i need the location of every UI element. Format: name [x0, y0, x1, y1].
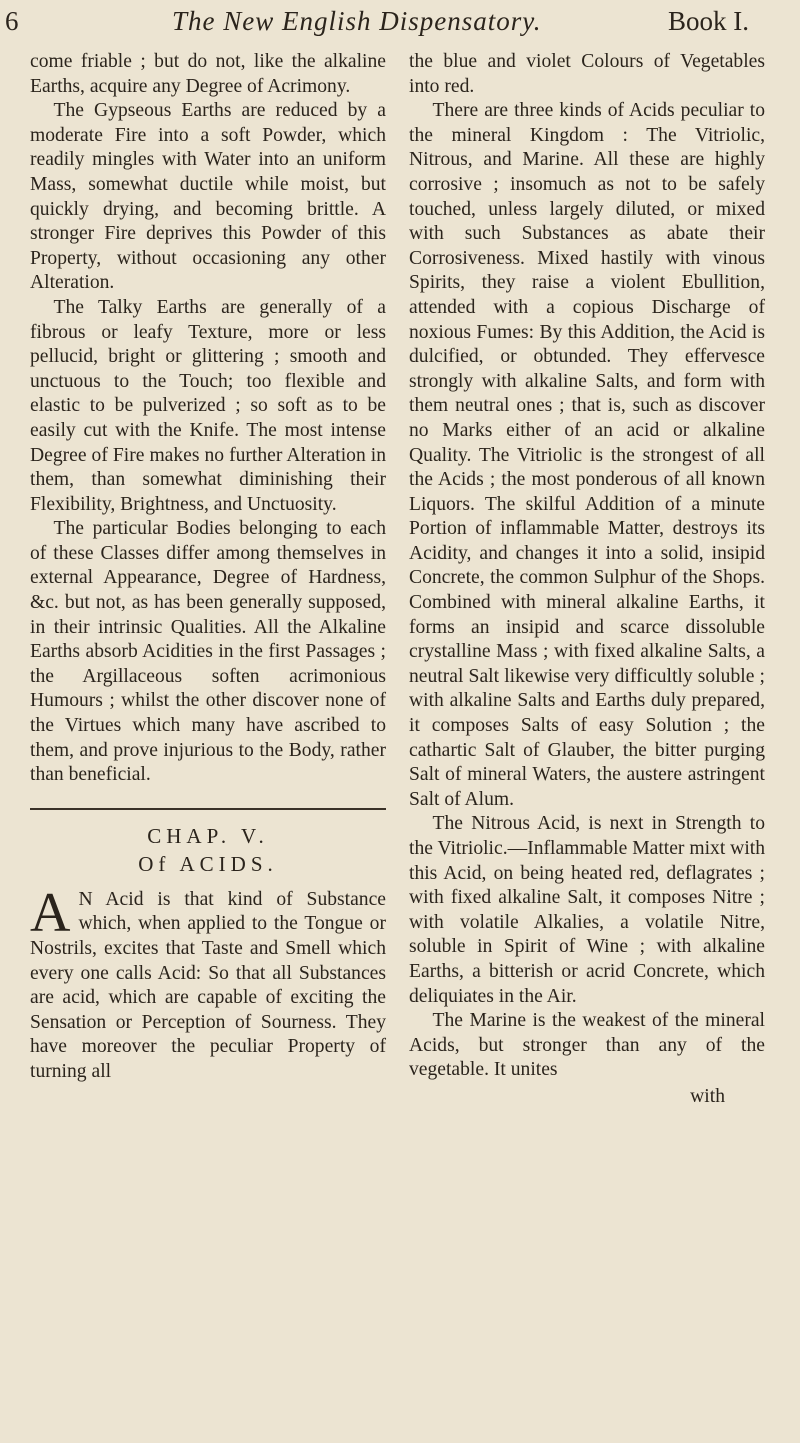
- section-divider: [30, 808, 386, 810]
- paragraph: The particular Bodies belonging to each of these Classes differ among themselves in external Appearance, Degree of Hardness, &c. but not, as has been generally supposed, in their intrinsic Qualities. All the Alkaline Earths absorb Acidities in the first Passages ; the Argillaceous soften acrimonious Humours ; whilst the other discover none of the Virtues which many have ascribed to them, and prove injurious to the Body, rather than beneficial.: [30, 518, 386, 786]
- book-label: Book I.: [668, 6, 749, 36]
- paragraph: The Talky Earths are generally of a fibrous or leafy Texture, more or less pellucid, bright or glittering ; smooth and unctuous to the Touch; too flexible and elastic to be pulverized ; so soft as to be easily cut with the Knife. The most intense Degree of Fire makes no further Alteration in them, than somewhat diminishing their Flexibility, Brightness, and Unctuosity.: [30, 296, 386, 515]
- chapter-heading: CHAP. V.: [147, 823, 269, 848]
- paragraph: There are three kinds of Acids peculiar to the mineral Kingdom : The Vitriolic, Nitrous, and Marine. All these are highly corrosive ; insomuch as not to be safely touched, unless largely diluted, or mixed with such Substances as abate their Corrosiveness. Mixed hastily with vinous Spirits, they raise a violent Ebullition, attended with a copious Discharge of noxious Fumes: By this Addition, the Acid is dulcified, or obtunded. They effervesce strongly with alkaline Salts, and form with them neutral ones ; that is, such as discover no Marks either of an acid or alkaline Quality. The Vitriolic is the strongest of all the Acids ; the most ponderous of all known Liquors. The skilful Addition of a minute Portion of inflammable Matter, destroys its Acidity, and changes it into a solid, insipid Concrete, the common Sulphur of the Shops. Combined with mineral alkaline Earths, it forms an insipid and scarce dissoluble crystalline Mass ; with fixed alkaline Salts, a neutral Salt likewise very difficultly soluble ; with alkaline Salts and Earths duly prepared, it composes Salts of easy Solution ; the cathartic Salt of Glauber, the bitter purging Salt of mineral Waters, the austere astringent Salt of Alum.: [409, 100, 765, 810]
- right-column: [409, 50, 765, 1110]
- paragraph: the blue and violet Colours of Vegetables into red.: [409, 51, 765, 97]
- chapter-title: Of ACIDS.: [138, 851, 278, 876]
- paragraph: [30, 881, 386, 1085]
- left-column: [30, 50, 386, 1085]
- running-title: The New English Dispensatory.: [172, 6, 542, 36]
- catchword: with: [690, 1085, 725, 1107]
- paragraph-text: N Acid is that kind of Substance which, when applied to the Tongue or Nostrils, excites that Taste and Smell which every one calls Acid: So that all Substances are acid, which are capable of exciting the Sensation or Perception of Sourness. They have moreover the peculiar Property of turning all: [30, 888, 386, 1082]
- drop-cap: A: [30, 881, 71, 944]
- paragraph: The Gypseous Earths are reduced by a moderate Fire into a soft Powder, which readily mingles with Water into an uniform Mass, somewhat ductile while moist, but quickly drying, and becoming brittle. A stronger Fire deprives this Powder of this Property, without occasioning any other Alteration.: [30, 100, 386, 294]
- paragraph: come friable ; but do not, like the alkaline Earths, acquire any Degree of Acrimony.: [30, 51, 386, 97]
- page-number: 6: [5, 6, 19, 36]
- paragraph: The Nitrous Acid, is next in Strength to the Vitriolic.—Inflammable Matter mixt with this Acid, on being heated red, deflagrates ; with fixed alkaline Salt, it composes Nitre ; with volatile Alkalies, a volatile Nitre, soluble in Spirit of Wine ; with alkaline Earths, a bitterish or acrid Concrete, which deliquiates in the Air.: [409, 813, 765, 1007]
- paragraph: The Marine is the weakest of the mineral Acids, but stronger than any of the vegetable. It unites: [409, 1010, 765, 1081]
- running-header: [0, 6, 800, 46]
